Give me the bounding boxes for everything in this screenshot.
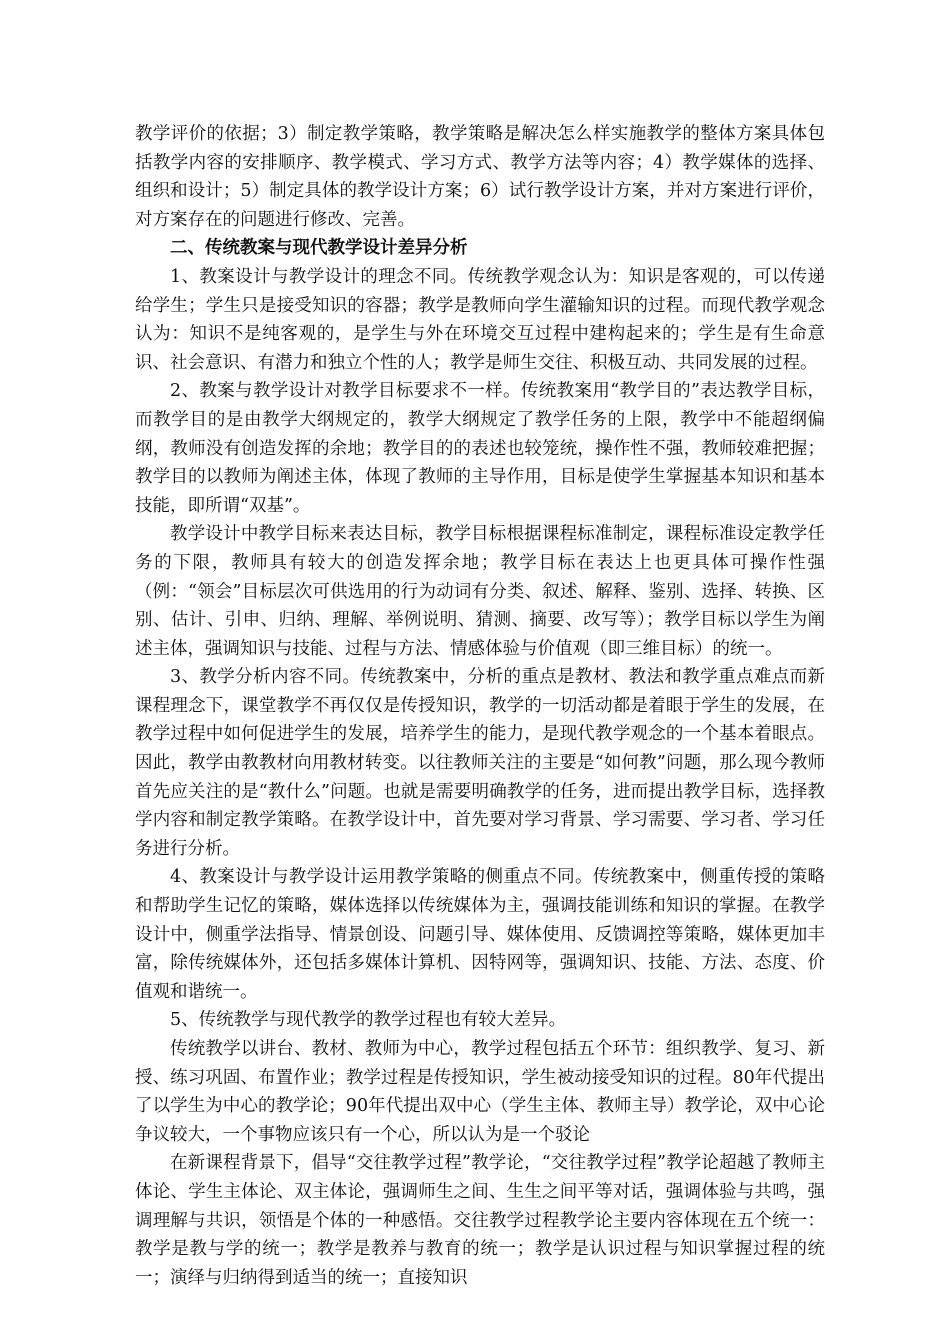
paragraph-teaching-objectives: 教学设计中教学目标来表达目标，教学目标根据课程标准制定，课程标准设定教学任务的下限，教师具有较大的创造发挥余地；教学目标在表达上也更具体可操作性强（例：“领会”目标层次可供选用的行为动词有分类、叙述、解释、鉴别、选择、转换、区别、估计、引申、归纳、理解、举例说明、猜测、摘要、改写等）；教学目标以学生为阐述主体，强调知识与技能、过程与方法、情感体验与价值观（即三维目标）的统一。 <box>135 524 825 659</box>
paragraph-traditional-teaching: 传统教学以讲台、教材、教师为中心，教学过程包括五个环节：组织教学、复习、新授、练习巩固、布置作业；教学过程是传授知识，学生被动接受知识的过程。80年代提出了以学生为中心的教学论；90年代提出双中心（学生主体、教师主导）教学论，双中心论争议较大，一个事物应该只有一个心，所以认为是一个驳论 <box>135 1039 825 1145</box>
paragraph-point-4: 4、教案设计与教学设计运用教学策略的侧重点不同。传统教案中，侧重传授的策略和帮助学生记忆的策略，媒体选择以传统媒体为主，强调技能训练和知识的掌握。在教学设计中，侧重学法指导、情景创设、问题引导、媒体使用、反馈调控等策略，媒体更加丰富，除传统媒体外，还包括多媒体计算机、因特网等，强调知识、技能、方法、态度、价值观和谐统一。 <box>135 867 825 1002</box>
paragraph-point-2: 2、教案与教学设计对教学目标要求不一样。传统教案用“教学目的”表达教学目标，而教学目的是由教学大纲规定的，教学大纲规定了教学任务的上限，教学中不能超纲偏纲，教师没有创造发挥的余地；教学目的的表述也较笼统，操作性不强，教师较难把握；教学目的以教师为阐述主体，体现了教师的主导作用，目标是使学生掌握基本知识和基本技能，即所谓“双基”。 <box>135 381 825 516</box>
paragraph-point-1: 1、教案设计与教学设计的理念不同。传统教学观念认为：知识是客观的，可以传递给学生；学生只是接受知识的容器；教学是教师向学生灌输知识的过程。而现代教学观念认为：知识不是纯客观的，是学生与外在环境交互过程中建构起来的；学生是有生命意识、社会意识、有潜力和独立个性的人；教学是师生交往、积极互动、共同发展的过程。 <box>135 266 825 373</box>
document-body <box>135 120 825 1292</box>
paragraph-point-5: 5、传统教学与现代教学的教学过程也有较大差异。 <box>170 1010 567 1031</box>
paragraph-new-curriculum: 在新课程背景下，倡导“交往教学过程”教学论，“交往教学过程”教学论超越了教师主体论、学生主体论、双主体论，强调师生之间、生生之间平等对话，强调体验与共鸣，强调理解与共识，领悟是个体的一种感悟。交往教学过程教学论主要内容体现在五个统一：教学是教与学的统一；教学是教养与教育的统一；教学是认识过程与知识掌握过程的统一；演绎与归纳得到适当的统一；直接知识 <box>135 1153 825 1288</box>
paragraph-continuation: 教学评价的依据；3）制定教学策略，教学策略是解决怎么样实施教学的整体方案具体包括教学内容的安排顺序、教学模式、学习方式、教学方法等内容；4）教学媒体的选择、组织和设计；5）制定具体的教学设计方案；6）试行教学设计方案，并对方案进行评价，对方案存在的问题进行修改、完善。 <box>135 124 825 230</box>
section-heading: 二、传统教案与现代教学设计差异分析 <box>170 238 468 259</box>
paragraph-point-3: 3、教学分析内容不同。传统教案中，分析的重点是教材、教法和教学重点难点而新课程理念下，课堂教学不再仅仅是传授知识，教学的一切活动都是着眼于学生的发展，在教学过程中如何促进学生的发展，培养学生的能力，是现代教学观念的一个基本着眼点。因此，教学由教教材向用教材转变。以往教师关注的主要是“如何教”问题，那么现今教师首先应关注的是“教什么”问题。也就是需要明确教学的任务，进而提出教学目标，选择教学内容和制定教学策略。在教学设计中，首先要对学习背景、学习需要、学习者、学习任务进行分析。 <box>135 667 825 859</box>
